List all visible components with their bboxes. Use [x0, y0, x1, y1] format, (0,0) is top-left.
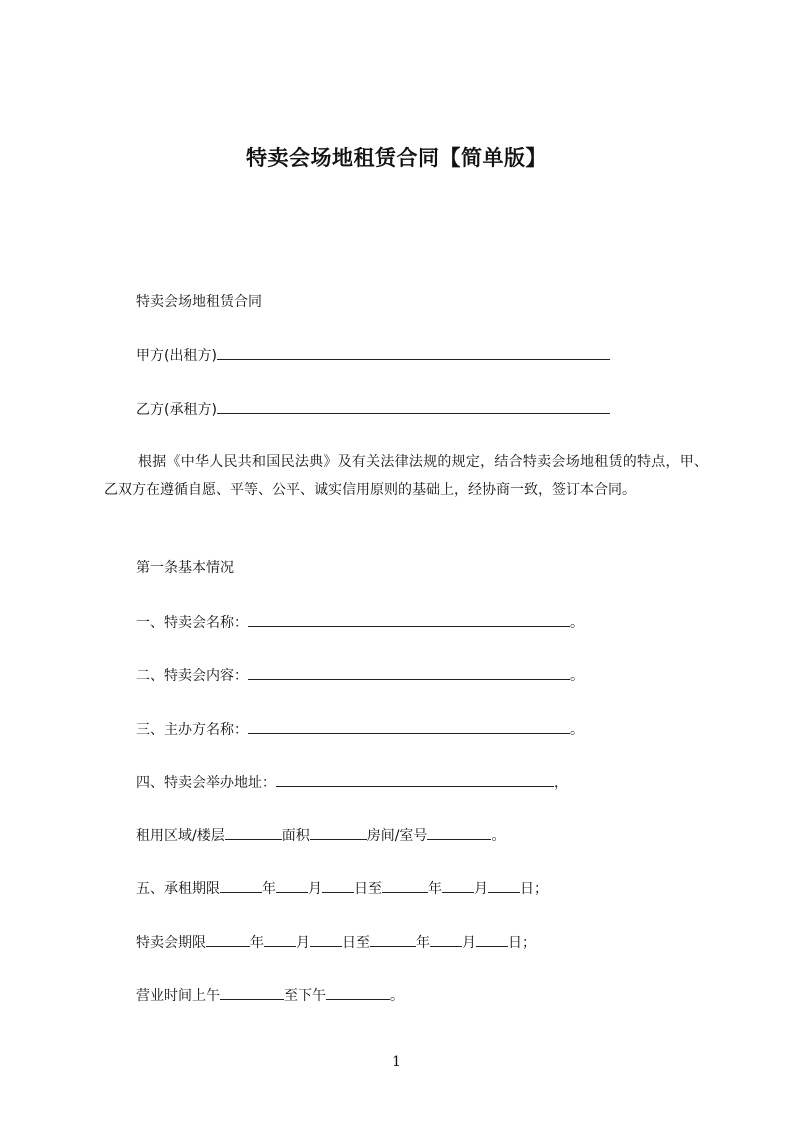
document-title: 特卖会场地租赁合同【简单版】 [246, 146, 547, 170]
sale-start-month-blank [264, 932, 296, 947]
sale-term-line [136, 932, 536, 953]
date-unit: 年 [262, 881, 276, 897]
party-b-blank [217, 399, 610, 414]
lease-start-month-blank [276, 878, 308, 893]
item1-label: 一、特卖会名称： [136, 615, 248, 631]
party-a-blank [217, 345, 610, 360]
sale-end-month-blank [430, 932, 462, 947]
date-unit: 年 [250, 935, 264, 951]
lease-start-year-blank [220, 878, 262, 893]
article1-heading: 第一条基本情况 [136, 560, 234, 576]
item3-label: 三、主办方名称： [136, 722, 248, 738]
lease-term-line [136, 878, 548, 899]
lease-end-day-blank [488, 878, 520, 893]
item3-blank [248, 719, 570, 734]
date-unit: 年 [416, 935, 430, 951]
date-unit: 月 [474, 881, 488, 897]
area-line [136, 825, 505, 846]
item2-label: 二、特卖会内容： [136, 668, 248, 684]
sale-end-day-blank [476, 932, 508, 947]
date-unit: 年 [428, 881, 442, 897]
area-room-label: 房间/室号 [366, 828, 428, 844]
date-unit: 日； [508, 935, 536, 951]
intro-paragraph: 根据《中华人民共和国民法典》及有关法律法规的规定，结合特卖会场地租赁的特点，甲、乙双方在遵循自愿、平等、公平、诚实信用原则的基础上，经协商一致，签订本合同。 [104, 454, 708, 498]
party-b-label: 乙方(承租方) [136, 402, 217, 418]
hours-period: 。 [390, 988, 404, 1004]
lease-end-year-blank [382, 878, 428, 893]
lease-start-day-blank [322, 878, 354, 893]
item2-blank [248, 665, 570, 680]
hours-line [136, 985, 404, 1006]
sale-end-year-blank [370, 932, 416, 947]
date-unit: 月 [462, 935, 476, 951]
party-a-line [136, 345, 610, 366]
party-b-line [136, 399, 610, 420]
item4-blank [276, 772, 554, 787]
item1-period: 。 [570, 615, 584, 631]
page-number: 1 [392, 1054, 401, 1070]
sale-term-label: 特卖会期限 [136, 935, 206, 951]
area-floor-blank [225, 825, 282, 840]
item4-label: 四、特卖会举办地址： [136, 775, 276, 791]
date-unit: 日至 [354, 881, 382, 897]
item3-period: 。 [570, 722, 584, 738]
date-unit: 日至 [342, 935, 370, 951]
item2-line [136, 665, 584, 686]
item1-line [136, 612, 584, 633]
area-room-blank [427, 825, 491, 840]
contract-subtitle: 特卖会场地租赁合同 [136, 294, 262, 310]
area-period: 。 [491, 828, 506, 844]
area-size-label: 面积 [281, 828, 310, 844]
item1-blank [248, 612, 570, 627]
item4-comma: ， [554, 775, 568, 791]
party-a-label: 甲方(出租方) [136, 348, 217, 364]
item3-line [136, 719, 584, 740]
date-unit: 月 [296, 935, 310, 951]
item2-period: 。 [570, 668, 584, 684]
hours-end-blank [326, 985, 390, 1000]
date-unit: 日； [520, 881, 548, 897]
hours-mid-label: 至下午 [284, 988, 326, 1004]
hours-start-blank [220, 985, 284, 1000]
date-unit: 月 [308, 881, 322, 897]
lease-end-month-blank [442, 878, 474, 893]
hours-label: 营业时间上午 [136, 988, 220, 1004]
sale-start-year-blank [206, 932, 250, 947]
lease-term-label: 五、承租期限 [136, 881, 220, 897]
sale-start-day-blank [310, 932, 342, 947]
item4-line [136, 772, 568, 793]
area-floor-label: 租用区域/楼层 [136, 828, 225, 844]
area-size-blank [310, 825, 367, 840]
